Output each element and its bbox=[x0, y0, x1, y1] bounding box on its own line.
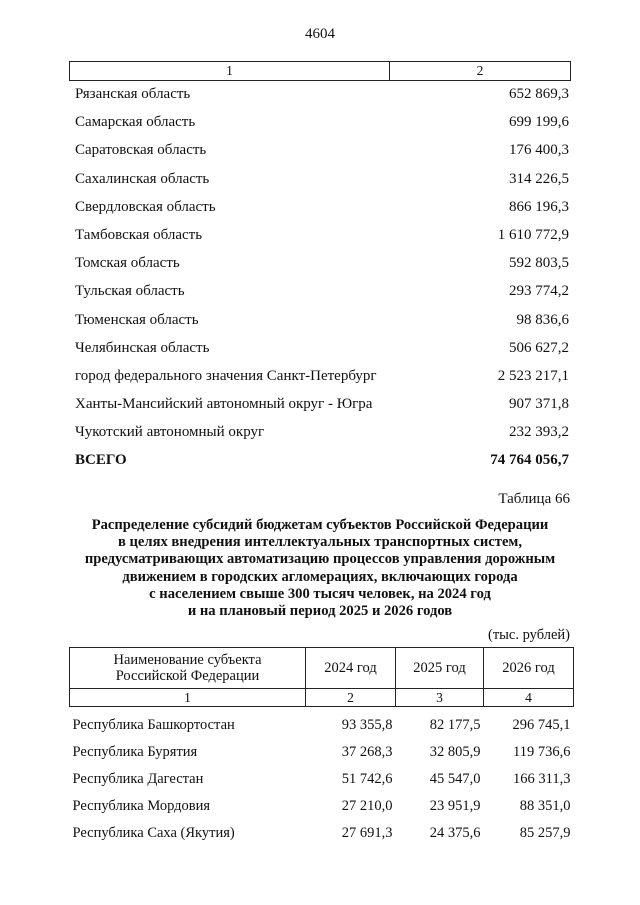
header-2026: 2026 год bbox=[484, 648, 574, 689]
region-name: Чукотский автономный округ bbox=[75, 424, 265, 441]
table-title bbox=[40, 517, 600, 620]
table-row bbox=[75, 422, 571, 450]
column-number-row bbox=[70, 689, 574, 707]
value-2026: 166 311,3 bbox=[513, 771, 571, 787]
region-name: Ханты-Мансийский автономный округ - Югра bbox=[75, 396, 373, 413]
table-row bbox=[75, 225, 571, 253]
subsidy-value: 176 400,3 bbox=[509, 142, 569, 159]
value-2026: 88 351,0 bbox=[519, 798, 571, 814]
page-number: 4604 bbox=[305, 26, 335, 42]
col-number: 1 bbox=[70, 689, 306, 707]
region-name: Сахалинская область bbox=[75, 170, 210, 187]
region-name: Республика Дагестан bbox=[72, 771, 204, 787]
table-row bbox=[70, 707, 574, 735]
subsidy-value: 293 774,2 bbox=[509, 283, 569, 300]
subsidy-value: 866 196,3 bbox=[509, 198, 569, 215]
region-name: Тульская область bbox=[75, 283, 185, 300]
header-name-line1: Наименование субъекта bbox=[113, 652, 262, 668]
table-row bbox=[70, 788, 574, 815]
value-2025: 82 177,5 bbox=[429, 717, 481, 733]
value-2024: 27 691,3 bbox=[341, 825, 393, 841]
region-name: Тюменская область bbox=[75, 311, 199, 328]
table-row bbox=[75, 338, 571, 366]
table-row bbox=[75, 310, 571, 338]
subsidy-value: 506 627,2 bbox=[509, 339, 569, 356]
value-2024: 51 742,6 bbox=[341, 771, 393, 787]
table1-col-2-number: 2 bbox=[476, 63, 484, 78]
table1-body bbox=[75, 84, 571, 479]
value-2026: 119 736,6 bbox=[513, 744, 571, 760]
table-row bbox=[75, 394, 571, 422]
region-name: Томская область bbox=[75, 255, 180, 272]
header-name-line2: Российской Федерации bbox=[115, 668, 260, 684]
table-row bbox=[75, 169, 571, 197]
col-number: 3 bbox=[396, 689, 484, 707]
col-number: 4 bbox=[484, 689, 574, 707]
value-2024: 27 210,0 bbox=[341, 798, 393, 814]
table-row bbox=[70, 734, 574, 761]
table1-column-header bbox=[69, 61, 571, 81]
subsidy-value: 699 199,6 bbox=[509, 114, 569, 131]
region-name: Саратовская область bbox=[75, 142, 207, 159]
value-2025: 45 547,0 bbox=[429, 771, 481, 787]
total-row bbox=[75, 450, 571, 478]
total-label: ВСЕГО bbox=[75, 452, 127, 469]
title-line: предусматривающих автоматизацию процессов управления дорожным bbox=[84, 551, 556, 568]
units-label: (тыс. рублей) bbox=[488, 627, 570, 643]
region-name: Челябинская область bbox=[75, 339, 210, 356]
region-name: Самарская область bbox=[75, 114, 196, 131]
region-name: Республика Бурятия bbox=[72, 744, 198, 760]
title-line: и на плановый период 2025 и 2026 годов bbox=[187, 603, 453, 620]
subsidy-value: 907 371,8 bbox=[509, 396, 569, 413]
value-2024: 93 355,8 bbox=[341, 717, 393, 733]
subsidy-value: 2 523 217,1 bbox=[497, 367, 569, 384]
table1-col-1-number: 1 bbox=[70, 62, 390, 80]
subsidy-value: 1 610 772,9 bbox=[497, 226, 569, 243]
region-name: Тамбовская область bbox=[75, 226, 203, 243]
value-2025: 32 805,9 bbox=[429, 744, 481, 760]
region-name: Республика Мордовия bbox=[72, 798, 211, 814]
region-name: Свердловская область bbox=[75, 198, 216, 215]
header-2025: 2025 год bbox=[396, 648, 484, 689]
title-line: движением в городских агломерациях, включающих города bbox=[122, 568, 518, 585]
subsidy-value: 232 393,2 bbox=[509, 424, 569, 441]
title-line: с населением свыше 300 тысяч человек, на 2024 год bbox=[149, 585, 491, 602]
title-line: Распределение субсидий бюджетам субъектов Российской Федерации bbox=[91, 517, 549, 533]
subsidy-value: 652 869,3 bbox=[509, 86, 569, 102]
value-2025: 23 951,9 bbox=[429, 798, 481, 814]
table-row bbox=[70, 761, 574, 788]
header-2024: 2024 год bbox=[306, 648, 396, 689]
table-row bbox=[75, 112, 571, 140]
table-row bbox=[70, 815, 574, 842]
header-region-name bbox=[70, 648, 306, 689]
value-2024: 37 268,3 bbox=[341, 744, 393, 760]
subsidy-table bbox=[69, 647, 574, 842]
title-line: в целях внедрения интеллектуальных транспортных систем, bbox=[117, 534, 523, 551]
table-row bbox=[75, 197, 571, 225]
table-row bbox=[75, 281, 571, 309]
table-row bbox=[75, 253, 571, 281]
value-2026: 296 745,1 bbox=[512, 717, 571, 733]
region-name: Республика Саха (Якутия) bbox=[72, 825, 235, 841]
value-2025: 24 375,6 bbox=[429, 825, 481, 841]
table-number: Таблица 66 bbox=[498, 491, 570, 507]
subsidy-value: 98 836,6 bbox=[516, 311, 569, 328]
region-name: Республика Башкортостан bbox=[72, 717, 235, 733]
table-header-row bbox=[70, 648, 574, 689]
table-row bbox=[75, 84, 571, 112]
value-2026: 85 257,9 bbox=[519, 825, 571, 841]
region-name: Рязанская область bbox=[75, 86, 191, 102]
col-number: 2 bbox=[306, 689, 396, 707]
total-value: 74 764 056,7 bbox=[490, 452, 569, 469]
table-row bbox=[75, 140, 571, 168]
subsidy-value: 314 226,5 bbox=[509, 170, 569, 187]
region-name: город федерального значения Санкт-Петербург bbox=[75, 367, 377, 384]
subsidy-value: 592 803,5 bbox=[509, 255, 569, 272]
table-row bbox=[75, 366, 571, 394]
